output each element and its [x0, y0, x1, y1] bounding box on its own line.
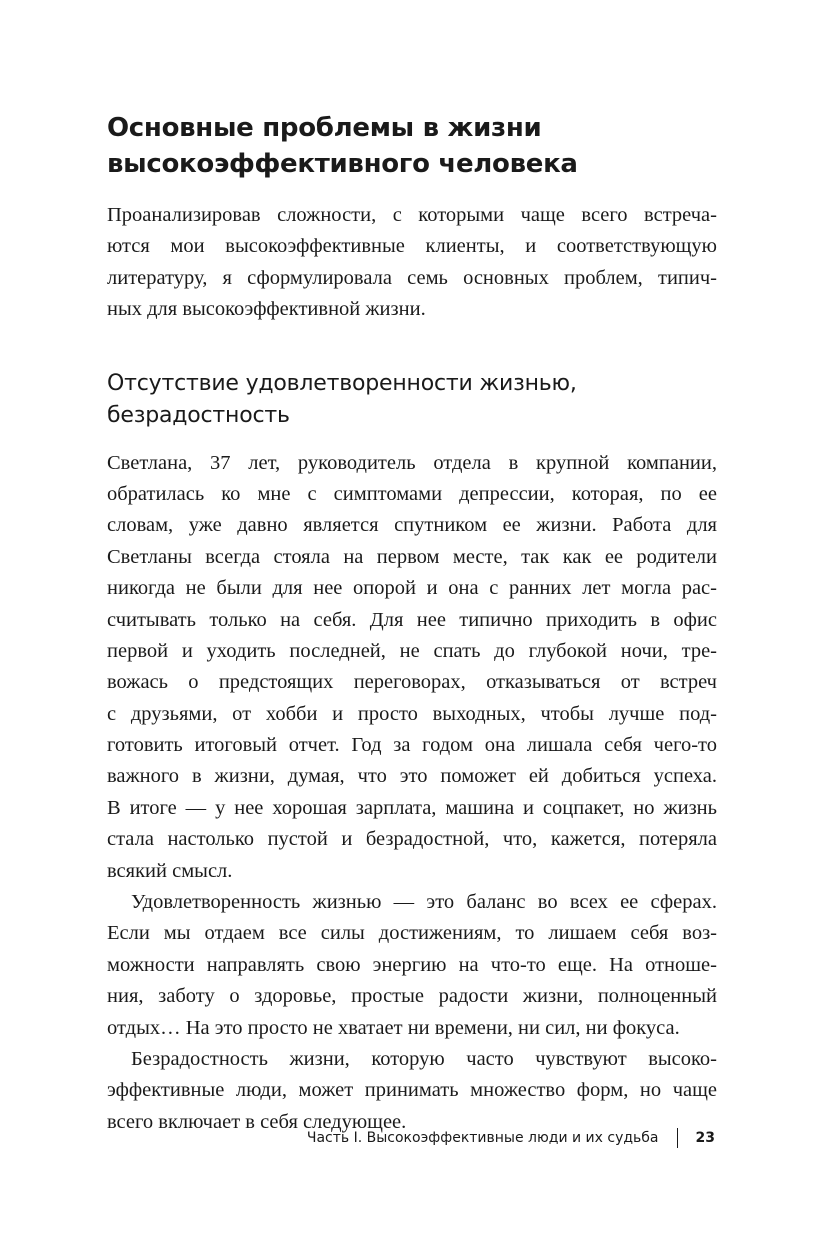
section-heading-line-2: безрадостность: [107, 402, 290, 428]
section-heading: [107, 368, 717, 432]
body-line: Безрадостность жизни, которую часто чувствуют высоко-: [131, 1047, 717, 1070]
intro-line: ных для высокоэффективной жизни.: [107, 298, 426, 321]
body-line: всякий смысл.: [107, 859, 233, 882]
body-line: можности направлять свою энергию на что-то еще. На отноше-: [107, 953, 717, 976]
page-number: 23: [695, 1130, 715, 1146]
footer-divider: [677, 1128, 678, 1148]
body-line: считывать только на себя. Для нее типично приходить в офис: [107, 608, 717, 631]
intro-line: ются мои высокоэффективные клиенты, и соответствующую: [107, 235, 717, 258]
body-line: стала настолько пустой и безрадостной, что, кажется, потеряла: [107, 828, 717, 851]
chapter-heading-line-1: Основные проблемы в жизни: [107, 113, 542, 143]
chapter-heading: [107, 110, 717, 182]
body-line: первой и уходить последней, не спать до глубокой ночи, тре-: [107, 639, 717, 662]
body-line: отдых… На это просто не хватает ни времени, ни сил, ни фокуса.: [107, 1016, 680, 1039]
running-title: Часть I. Высокоэффективные люди и их судьба: [306, 1130, 659, 1146]
page-footer: [307, 1128, 715, 1148]
body-line: эффективные люди, может принимать множество форм, но чаще: [107, 1079, 717, 1102]
section-heading-line-1: Отсутствие удовлетворенности жизнью,: [107, 370, 577, 396]
body-paragraph-1: [107, 448, 717, 887]
body-line: Светлана, 37 лет, руководитель отдела в крупной компании,: [107, 451, 717, 474]
body-line: готовить итоговый отчет. Год за годом она лишала себя чего-то: [107, 734, 717, 757]
body-line: важного в жизни, думая, что это поможет ей добиться успеха.: [107, 765, 717, 788]
body-line: Удовлетворенность жизнью — это баланс во всех ее сферах.: [131, 891, 717, 914]
body-line: словам, уже давно является спутником ее жизни. Работа для: [107, 514, 717, 537]
intro-line: Проанализировав сложности, с которыми чаще всего встреча-: [107, 204, 717, 226]
intro-paragraph: [107, 200, 717, 326]
body-line: В итоге — у нее хорошая зарплата, машина и соцпакет, но жизнь: [107, 796, 717, 819]
body-line: никогда не были для нее опорой и она с ранних лет могла рас-: [107, 577, 717, 600]
body-line: обратилась ко мне с симптомами депрессии, которая, по ее: [107, 482, 717, 505]
page-content: [107, 110, 717, 1138]
intro-line: литературу, я сформулировала семь основных проблем, типич-: [107, 266, 717, 289]
body-line: ния, заботу о здоровье, простые радости жизни, полноценный: [107, 985, 717, 1008]
body-line: вожась о предстоящих переговорах, отказываться от встреч: [107, 671, 717, 694]
body-line: Если мы отдаем все силы достижениям, то лишаем себя воз-: [107, 922, 717, 945]
chapter-heading-line-2: высокоэффективного человека: [107, 149, 578, 179]
body-paragraph-3: [107, 1044, 717, 1138]
body-line: всего включает в себя следующее.: [107, 1110, 407, 1133]
body-line: Светланы всегда стояла на первом месте, так как ее родители: [107, 545, 717, 568]
body-paragraph-2: [107, 887, 717, 1044]
body-line: с друзьями, от хобби и просто выходных, чтобы лучше под-: [107, 702, 717, 725]
